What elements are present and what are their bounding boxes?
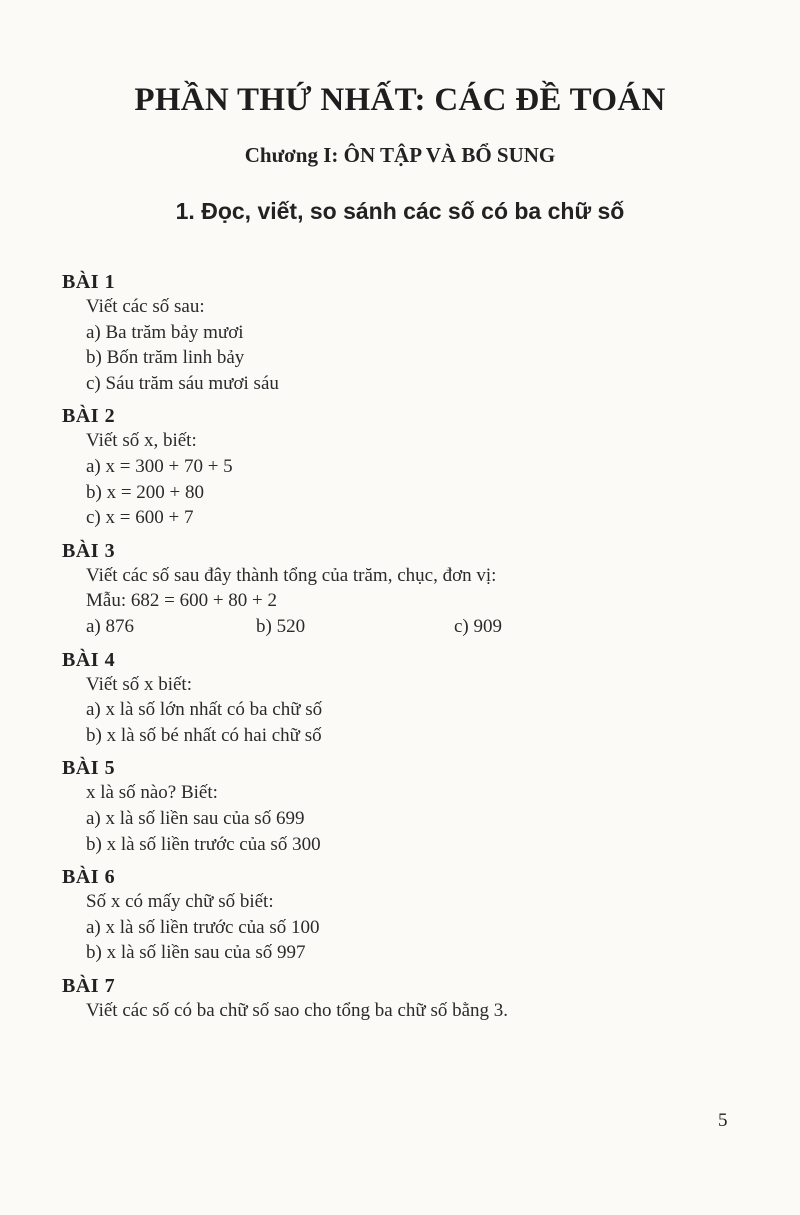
exercise-line: c) x = 600 + 7 <box>86 507 194 529</box>
exercise-line: a) x là số liền sau của số 699 <box>86 807 305 829</box>
exercise-line: b) x = 200 + 80 <box>86 481 205 503</box>
exercise-title: BÀI 4 <box>62 648 116 671</box>
exercise-option: b) 520 <box>256 615 306 637</box>
exercise-line: Số x có mấy chữ số biết: <box>86 891 274 913</box>
exercise-line: a) x là số lớn nhất có ba chữ số <box>86 699 323 721</box>
exercise-line: Viết các số sau đây thành tổng của trăm, chục, đơn vị: <box>86 564 497 586</box>
exercise-line: a) x là số liền trước của số 100 <box>86 916 320 938</box>
exercise-line: Viết các số sau: <box>86 296 205 317</box>
exercise-6 <box>62 865 762 966</box>
exercise-1 <box>62 270 762 396</box>
exercise-line: Viết các số có ba chữ số sao cho tổng ba chữ số bằng 3. <box>86 999 509 1021</box>
exercise-3 <box>62 539 762 640</box>
exercise-option: c) 909 <box>454 615 503 637</box>
exercise-list <box>62 270 762 1031</box>
exercise-5 <box>62 756 762 857</box>
exercise-line: c) Sáu trăm sáu mươi sáu <box>86 372 279 394</box>
exercise-2 <box>62 404 762 530</box>
exercise-line: x là số nào? Biết: <box>86 782 218 804</box>
exercise-4 <box>62 648 762 749</box>
exercise-title: BÀI 2 <box>62 405 116 428</box>
part-title: PHẦN THỨ NHẤT: CÁC ĐỀ TOÁN <box>134 82 666 118</box>
exercise-line: a) Ba trăm bảy mươi <box>86 321 244 343</box>
exercise-option: a) 876 <box>86 615 135 637</box>
exercise-title: BÀI 7 <box>62 974 116 997</box>
exercise-title: BÀI 1 <box>62 271 116 293</box>
section-title: 1. Đọc, viết, so sánh các số có ba chữ số <box>175 198 625 224</box>
exercise-title: BÀI 5 <box>62 757 116 780</box>
exercise-line: b) x là số bé nhất có hai chữ số <box>86 724 322 746</box>
exercise-line: Mẫu: 682 = 600 + 80 + 2 <box>86 590 278 612</box>
exercise-title: BÀI 3 <box>62 539 116 562</box>
chapter-title: Chương I: ÔN TẬP VÀ BỔ SUNG <box>244 143 556 167</box>
page-number: 5 <box>718 1110 728 1131</box>
exercise-line: Viết số x biết: <box>86 673 192 695</box>
exercise-options <box>62 614 762 640</box>
exercise-7 <box>62 974 762 1024</box>
exercise-title: BÀI 6 <box>62 866 116 889</box>
exercise-line: b) x là số liền sau của số 997 <box>86 942 306 964</box>
exercise-line: b) x là số liền trước của số 300 <box>86 833 321 855</box>
exercise-line: Viết số x, biết: <box>86 430 197 452</box>
exercise-line: b) Bốn trăm linh bảy <box>86 347 245 369</box>
exercise-line: a) x = 300 + 70 + 5 <box>86 455 233 477</box>
